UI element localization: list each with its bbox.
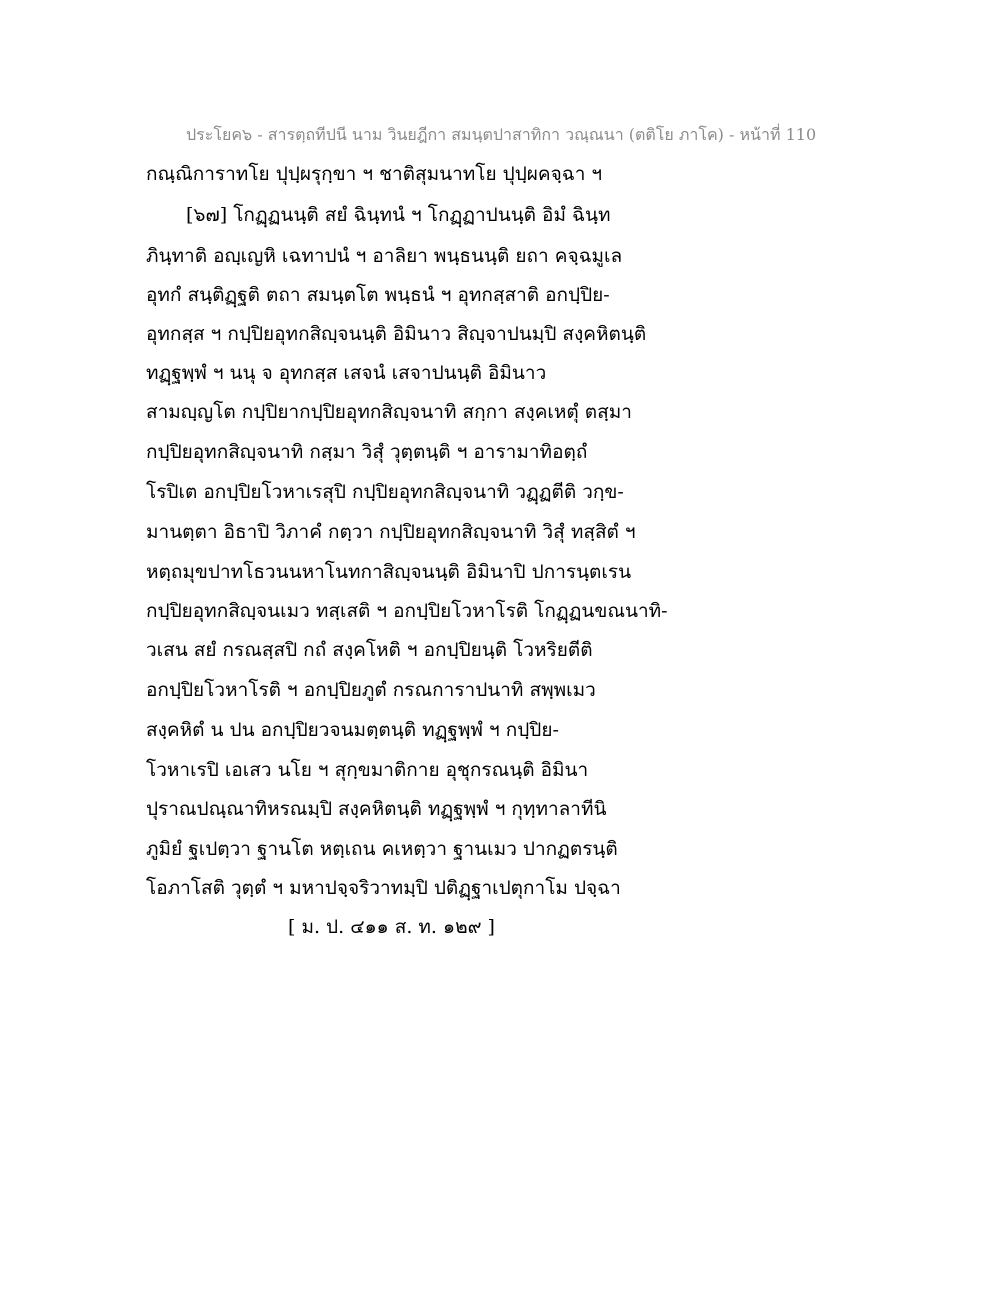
text-line: หตฺถมุขปาทโธวนนหาโนทกาสิญฺจนนฺติ อิมินาปิ ปการนฺตเรน bbox=[146, 561, 632, 583]
text-line: อุทกสฺส ฯ กปฺปิยอุทกสิญฺจนนฺติ อิมินาว สิญฺจาปนมฺปิ สงฺคหิตนฺติ bbox=[146, 323, 647, 345]
text-line: กปฺปิยอุทกสิญฺจนเมว ทสฺเสติ ฯ อกปฺปิยโวหาโรติ โกฏฺฏนขณนาทิ- bbox=[146, 600, 668, 622]
text-line: มานตฺตา อิธาปิ วิภาคํ กตฺวา กปฺปิยอุทกสิญฺจนาทิ วิสุํ ทสฺสิตํ ฯ bbox=[146, 521, 636, 543]
text-line: โวหาเรปิ เอเสว นโย ฯ สุกฺขมาติกาย อุชุกรณนฺติ อิมินา bbox=[146, 759, 589, 781]
text-line: กณฺณิการาทโย ปุปฺผรุกฺขา ฯ ชาติสุมนาทโย ปุปฺผคจฺฉา ฯ bbox=[146, 163, 603, 185]
text-line: โรปิเต อกปฺปิยโวหาเรสุปิ กปฺปิยอุทกสิญฺจนาทิ วฏฺฏตีติ วกฺข- bbox=[146, 481, 624, 503]
text-line: อกปฺปิยโวหาโรติ ฯ อกปฺปิยภูตํ กรณการาปนาทิ สพฺพเมว bbox=[146, 679, 596, 701]
page-header: ประโยค๖ - สารตฺถทีปนี นาม วินยฎีกา สมนฺตปาสาทิกา วณฺณนา (ตติโย ภาโค) - หน้าที่ 110 bbox=[186, 125, 817, 144]
text-line: สามญฺญโต กปฺปิยากปฺปิยอุทกสิญฺจนาทิ สกฺกา สงฺคเหตุํ ตสฺมา bbox=[146, 401, 632, 423]
text-line: ภินฺทาติ อญฺเญหิ เฉทาปนํ ฯ อาลิยา พนฺธนนฺติ ยถา คจฺฉมูเล bbox=[146, 245, 623, 267]
text-line: กปฺปิยอุทกสิญฺจนาทิ กสฺมา วิสุํ วุตฺตนฺติ ฯ อารามาทิอตฺถํ bbox=[146, 441, 588, 463]
text-line: ปุราณปณฺณาทิหรณมฺปิ สงฺคหิตนฺติ ทฏฺฐพฺพํ ฯ กุทฺทาลาทีนิ bbox=[146, 798, 607, 820]
text-line: [๖๗] โกฏฺฏนนฺติ สยํ ฉินฺทนํ ฯ โกฏฺฏาปนนฺติ อิมํ ฉินฺท bbox=[186, 204, 611, 226]
text-line: สงฺคหิตํ น ปน อกปฺปิยวจนมตฺตนฺติ ทฏฺฐพฺพํ ฯ กปฺปิย- bbox=[146, 719, 559, 741]
text-line: ทฏฺฐพฺพํ ฯ นนุ จ อุทกสฺส เสจนํ เสจาปนนฺติ อิมินาว bbox=[146, 362, 547, 384]
text-line: อุทกํ สนฺติฏฺฐติ ตถา สมนฺตโต พนฺธนํ ฯ อุทกสฺสาติ อกปฺปิย- bbox=[146, 284, 610, 306]
text-line: วเสน สยํ กรณสฺสปิ กถํ สงฺคโหติ ฯ อกปฺปิยนฺติ โวหริยตีติ bbox=[146, 639, 593, 661]
reference-line: [ ม. ป. ๔๑๑ ส. ท. ๑๒๙ ] bbox=[288, 916, 495, 938]
text-line: โอภาโสติ วุตฺตํ ฯ มหาปจฺจริวาทมฺปิ ปติฏฺฐาเปตุกาโม ปจฺฉา bbox=[146, 877, 621, 899]
text-line: ภูมิยํ ฐเปตฺวา ฐานโต หตฺเถน คเหตฺวา ฐานเมว ปากฏตรนฺติ bbox=[146, 838, 618, 860]
